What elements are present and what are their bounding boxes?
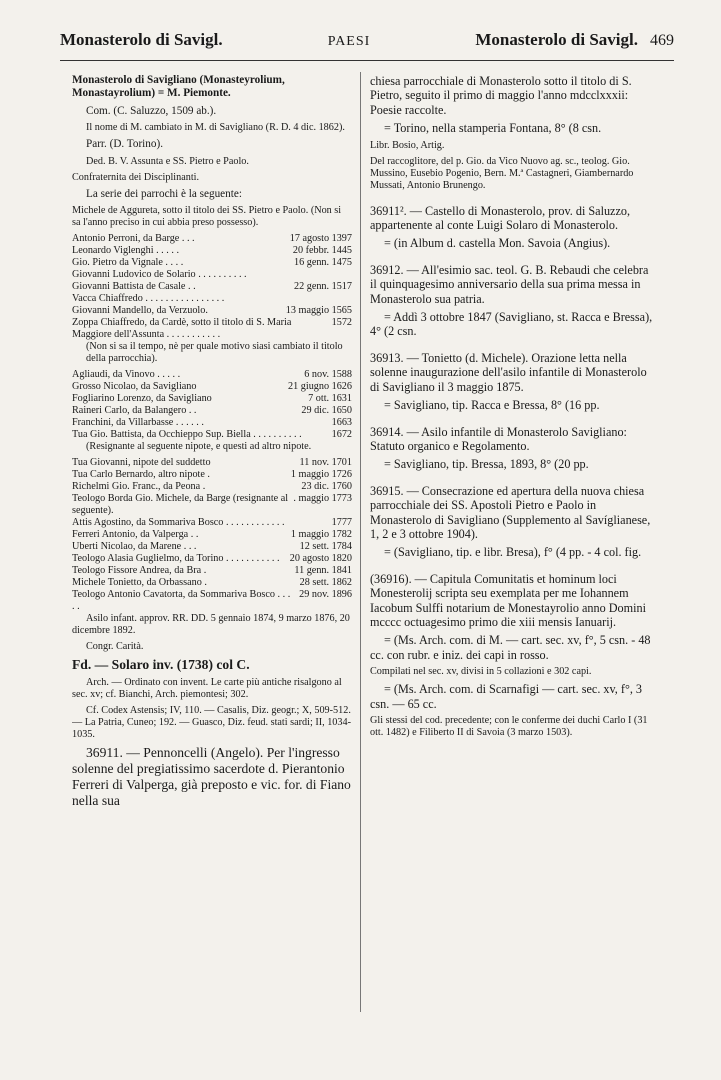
running-header [60,30,674,61]
header-right-group [475,30,674,50]
list-item: Uberti Nicolao, da Marene . . . 12 sett. 1784 [72,541,352,553]
list-item: Franchini, da Villarbasse . . . . . . 1663 [72,417,352,429]
entry-36911-library: Libr. Bosio, Artig. [370,139,445,151]
fondo-line: Fd. — Solaro inv. (1738) col C. [72,657,250,673]
series-intro: La serie dei parrochi è la seguente: [86,187,242,200]
list-item: Giovanni Battista de Casale . . 22 genn. 1517 [72,281,352,293]
entry-36916-note1: Compilati nel sec. xv, divisi in 5 collazioni e 302 capi. [370,666,592,678]
entry-36913: 36913. — Tonietto (d. Michele). Orazione letta nella solenne inaugurazione dell'asilo infantile di Monasterolo di Savigliano il 3 maggio 1875. [370,350,647,394]
parish-line: Parr. (D. Torino). [86,138,163,151]
entry-36915-publisher: = (Savigliano, tip. e libr. Bresa), f° (4 pp. - 4 col. fig. [384,545,642,560]
entry-36915: 36915. — Consecrazione ed apertura della nuova chiesa parrocchiale dei SS. Apostoli Pietro e Paolo in Monasterolo di Savigliano (Supplemento al Savíglianese, 1, 2 e 3 ottobre 1904). [370,483,651,541]
column-divider [360,72,361,1012]
entry-36914: 36914. — Asilo infantile di Monasterolo Savigliano: Statuto organico e Regolamento. [370,424,627,453]
list-item: Fogliarino Lorenzo, da Savigliano 7 ott. 1631 [72,393,352,405]
entry-36911-continued: chiesa parrocchiale di Monasterolo sotto il titolo di S. Pietro, seguito il primo di maggio l'anno mdcclxxxii: Poesie raccolte. [370,74,632,117]
entry-36916-ms1: = (Ms. Arch. com. di M. — cart. sec. xv, f°, 5 csn. - 48 cc. con rubr. e iniz. dei capi in rosso. [370,633,651,662]
comune-line: Com. (C. Saluzzo, 1509 ab.). [86,104,217,117]
header-left-title: Monasterolo di Savigl. [60,30,223,49]
list-item: Michele Tonietto, da Orbassano . 28 sett. 1862 [72,577,352,589]
list-item: Giovanni Mandello, da Verzuolo. 13 maggio 1565 [72,305,352,317]
note-title-change: (Non si sa il tempo, nè per quale motivo siasi cambiato il titolo della parrocchia). [86,341,343,365]
list-item: Richelmi Gio. Franc., da Peona . 23 dic. 1760 [72,481,352,493]
entry-36916-note2: Gli stessi del cod. precedente; con le conferme dei duchi Carlo I (31 ott. 1482) e Filiberto II di Savoia (3 marzo 1503). [370,715,648,738]
first-parish-priest: Michele de Aggureta, sotto il titolo dei SS. Pietro e Paolo. (Non si sa l'anno preciso in cui abbia preso possesso). [72,205,342,229]
list-item: Gio. Pietro da Vignale . . . . 16 genn. 1475 [72,257,352,269]
list-item: Tua Giovanni, nipote del suddetto 11 nov. 1701 [72,457,352,469]
name-change-line: Il nome di M. cambiato in M. di Savigliano (R. D. 4 dic. 1862). [86,122,345,134]
list-item: Giovanni Ludovico de Solario . . . . . . . . . . [72,269,247,281]
list-item: Teologo Fissore Andrea, da Bra . 11 genn. 1841 [72,565,352,577]
archive-line: Arch. — Ordinato con invent. Le carte più antiche risalgono al sec. xv; cf. Bianchi, Arch. piemontesi; 302. [72,677,342,701]
list-item: Antonio Perroni, da Barge . . . 17 agosto 1397 [72,233,352,245]
header-right-title: Monasterolo di Savigl. [475,30,638,49]
entry-36911: 36911. — Pennoncelli (Angelo). Per l'ingresso solenne del pregiatissimo sacerdote d. Pierantonio Ferreri di Valperga, già preposto e vic. for. di Fiano nella sua [72,745,351,809]
entry-36916: (36916). — Capitula Comunitatis et hominum loci Monesterolij scripta seu exemplata per me Iohannem Iacobum Sulffi notarium de Monestayrolio anno Domini mcccc octuagesimo primo die xiii mensis Ianuarij. [370,571,646,629]
entry-36911-publisher: = Torino, nella stamperia Fontana, 8° (8 csn. [384,121,602,136]
parish-list-1 [72,233,352,341]
list-item: Zoppa Chiaffredo, da Cardè, sotto il titolo di S. Maria Maggiore dell'Assunta . . . . . . . . . . . 1572 [72,317,352,341]
list-item: Attis Agostino, da Sommariva Bosco . . . . . . . . . . . . 1777 [72,517,352,529]
dedication-line: Ded. B. V. Assunta e SS. Pietro e Paolo. [86,155,249,167]
entry-36913-publisher: = Savigliano, tip. Racca e Bressa, 8° (16 pp. [384,398,600,413]
entry-36912: 36912. — All'esimio sac. teol. G. B. Rebaudi che celebra il quinquagesimo anniversario della sua prima messa in Monasterolo sua patria. [370,262,649,306]
note-resignation: (Resignante al seguente nipote, e questi ad altro nipote. [86,441,312,453]
congregation-line: Congr. Carità. [86,641,144,653]
list-item: Agliaudi, da Vinovo . . . . . 6 nov. 1588 [72,369,352,381]
references-line: Cf. Codex Astensis; IV, 110. — Casalis, Diz. geogr.; X, 509-512. — La Patria, Cuneo; 192. — Guasco, Diz. feud. stati sardi; II, 1034-1035. [72,705,351,741]
list-item: Leonardo Viglenghi . . . . . 20 febbr. 1445 [72,245,352,257]
list-item: Teologo Borda Gio. Michele, da Barge (resignante al seguente). . maggio 1773 [72,493,352,517]
list-item: Vacca Chiaffredo . . . . . . . . . . . . . . . . [72,293,225,305]
right-column [370,74,655,743]
entry-36911-2: 36911². — Castello di Monasterolo, prov. di Saluzzo, appartenente al conte Luigi Solaro di Monasterolo. [370,203,631,233]
page-number: 469 [650,32,674,49]
list-item: Teologo Alasia Guglielmo, da Torino . . . . . . . . . . . 20 agosto 1820 [72,553,352,565]
entry-title: Monasterolo di Savigliano (Monasteyrolium, Monastayrolium) = M. Piemonte. [72,74,285,100]
list-item: Ferreri Antonio, da Valperga . . 1 maggio 1782 [72,529,352,541]
list-item: Grosso Nicolao, da Savigliano 21 giugno 1626 [72,381,352,393]
asilo-line: Asilo infant. approv. RR. DD. 5 gennaio 1874, 9 marzo 1876, 20 dicembre 1892. [72,613,350,637]
left-column [72,74,352,813]
list-item: Teologo Antonio Cavatorta, da Sommariva Bosco . . . . . 29 nov. 1896 [72,589,352,613]
entry-36911-note: Del raccoglitore, del p. Gio. da Vico Nuovo ag. sc., teolog. Gio. Mussino, Eusebio Pogenio, Bern. M.ª Castagneri, Giambernardo Mussati, Antonio Brunengo. [370,155,634,191]
confraternity-line: Confraternita dei Disciplinanti. [72,171,200,183]
parish-list-2 [72,369,352,441]
list-item: Raineri Carlo, da Balangero . . 29 dic. 1650 [72,405,352,417]
list-item: Tua Carlo Bernardo, altro nipote . 1 maggio 1726 [72,469,352,481]
entry-36912-publisher: = Addì 3 ottobre 1847 (Savigliano, st. Racca e Bressa), 4° (2 csn. [370,310,653,339]
parish-list-3 [72,457,352,613]
entry-36916-ms2: = (Ms. Arch. com. di Scarnafigi — cart. sec. xv, f°, 3 csn. — 65 cc. [370,682,643,711]
header-section: PAESI [327,34,371,49]
entry-36914-publisher: = Savigliano, tip. Bressa, 1893, 8° (20 pp. [384,457,589,472]
list-item: Tua Gio. Battista, da Occhieppo Sup. Biella . . . . . . . . . . 1672 [72,429,352,441]
entry-36911-2-publisher: = (in Album d. castella Mon. Savoia (Angius). [384,236,611,251]
